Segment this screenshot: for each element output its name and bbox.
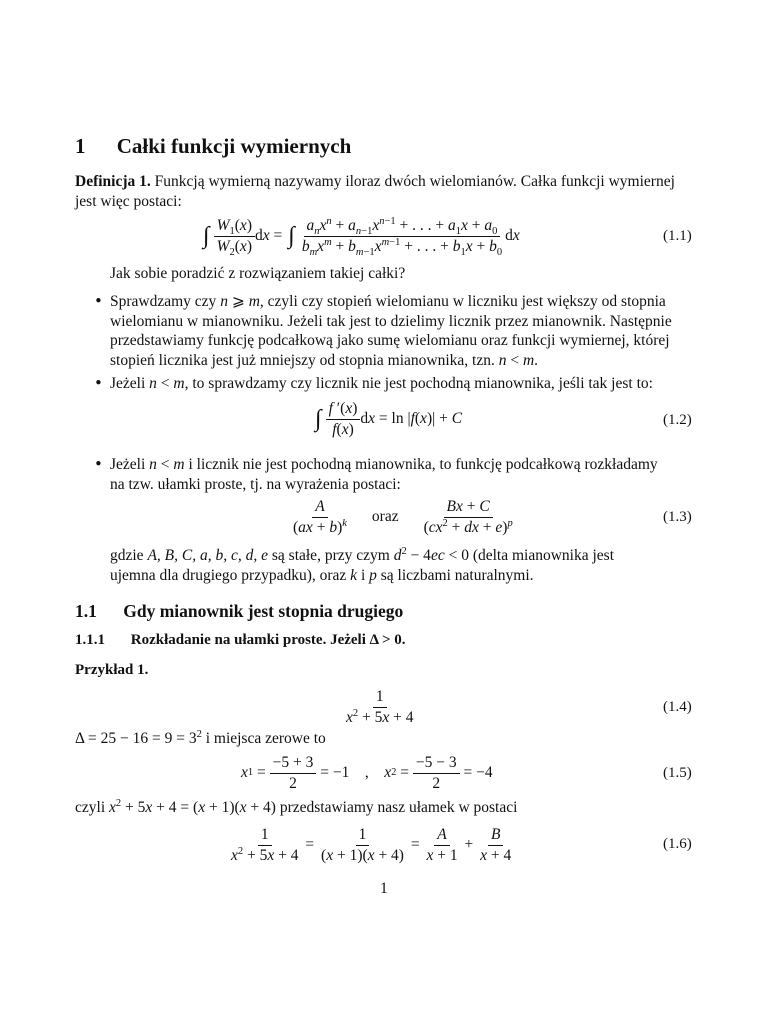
equation-1-1: ∫ $\frac{W_1(x)}{W_2(x)}$ dx = ∫ $\frac{a_nx^n + a_{n-1}x^{n-1} + . . . + a_1x + a_0}{b_mx^m + b_{m-1}x^{m-1} + . . . + b_1x + b_0}$ dx [203, 215, 520, 258]
section-title: Całki funkcji wymiernych [116, 134, 352, 158]
subsubsection-heading [75, 632, 406, 649]
equation-1-4: $\frac{1}{x^2 + 5x + 4}$ [346, 687, 414, 726]
equation-number-1-3: (1.3) [663, 509, 692, 525]
bullet-marker: • [94, 374, 103, 392]
section-heading [75, 134, 351, 159]
bullet-3-text: Jeżeli n < m i licznik nie jest pochodną mianownika, to funkcję podcałkową rozkładamy na tzw. ułamki proste, tj. na wyrażenia postaci: [110, 456, 658, 493]
equation-1-5: x 1 = $\frac{-5 + 3}{2}$ = −1 , x 2 = $\frac{-5 - 3}{2}$ = −4 [241, 753, 493, 792]
subsubsection-title: Rozkładanie na ułamki proste. Jeżeli Δ > 0. [130, 632, 406, 648]
delta-line: $\Delta = 25 - 16 = 9 = 3^2$ i miejsca zerowe to [75, 728, 326, 747]
definition-text-line2: jest więc postaci: [75, 192, 182, 210]
subsection-heading [75, 601, 403, 622]
subsection-number: 1.1 [75, 601, 97, 621]
equation-1-6: $\frac{1}{x^2 + 5x + 4}$ = $\frac{1}{(x + 1)(x + 4)}$ = $\frac{A}{x + 1}$ + $\frac{B}{x + 4}$ [231, 825, 512, 864]
bullet-marker: • [94, 455, 103, 473]
subsection-title: Gdy mianownik jest stopnia drugiego [123, 601, 404, 621]
equation-1-2: ∫ $\frac{f '(x)}{f(x)}$ dx = ln |f(x)| + C [315, 399, 463, 438]
equation-number-1-1: (1.1) [663, 228, 692, 244]
subsubsection-number: 1.1.1 [75, 632, 105, 648]
section-number: 1 [75, 134, 86, 158]
page-number: 1 [380, 880, 388, 897]
equation-number-1-2: (1.2) [663, 412, 692, 428]
factoring-line: czyli $x^2 + 5x + 4 = (x + 1)(x + 4)$ przedstawiamy nasz ułamek w postaci [75, 797, 518, 816]
equation-number-1-4: (1.4) [663, 699, 692, 715]
bullet-3-continuation: gdzie A, B, C, a, b, c, d, e są stałe, przy czym $d^2 - 4ec < 0$ (delta mianownika jest ujemna dla drugiego przypadku), oraz k i p są liczbami naturalnymi. [110, 545, 615, 584]
equation-1-3: $\frac{A}{(ax + b)^k}$ oraz $\frac{Bx + C}{(cx^2 + dx + e)^p}$ [293, 497, 513, 536]
equation-number-1-6: (1.6) [663, 836, 692, 852]
equation-number-1-5: (1.5) [663, 765, 692, 781]
question-text: Jak sobie poradzić z rozwiązaniem takiej całki? [110, 265, 406, 282]
definition-label: Definicja 1. [75, 173, 151, 190]
oraz-word: oraz [371, 508, 399, 525]
example-label: Przykład 1. [75, 662, 149, 678]
bullet-1-text: Sprawdzamy czy n ⩾ m, czyli czy stopień wielomianu w liczniku jest większy od stopnia wielomianu w mianowniku. Jeżeli tak jest to dzielimy licznik przez mianownik. Następnie przedstawiamy funkcję podcałkową jako sumę wielomianu oraz funkcji wymiernej, której stopień licznika jest już mniejszy od stopnia mianownika, tzn. n < m. [110, 293, 672, 369]
definition-text-line1: Funkcją wymierną nazywamy iloraz dwóch wielomianów. Całka funkcji wymiernej [150, 173, 675, 190]
bullet-2-text: Jeżeli n < m, to sprawdzamy czy licznik nie jest pochodną mianownika, jeśli tak jest to: [110, 375, 653, 392]
bullet-marker: • [94, 292, 103, 310]
definition-paragraph [75, 172, 695, 211]
